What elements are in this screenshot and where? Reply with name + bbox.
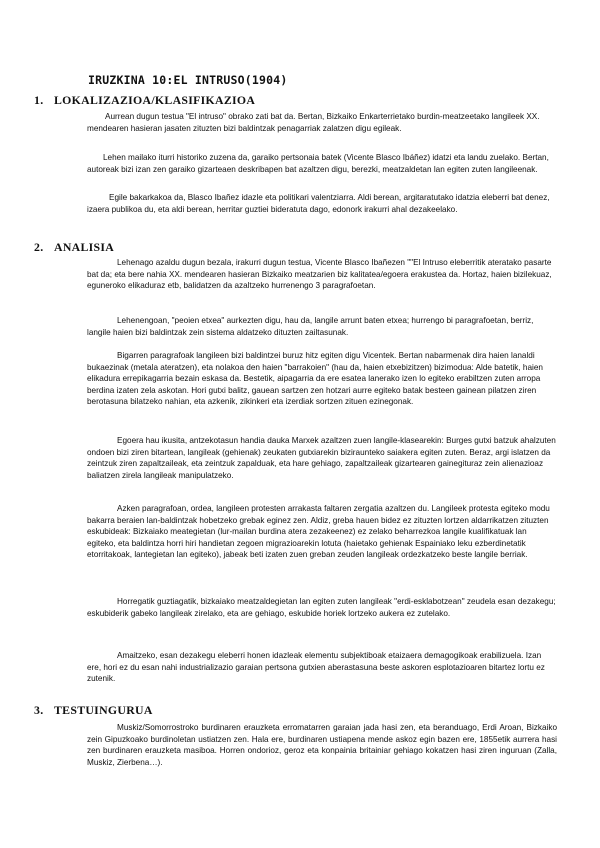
section-number: 2.: [34, 240, 44, 254]
paragraph: Lehen mailako iturri historiko zuzena da, garaiko pertsonaia batek (Vicente Blasco Ibáñez) idatzi eta landu zuelako. Bertan, autoreak bizi izan zen garaiko gizarteaen deskribapen bat azaltzen digu, berezki, meatzaldetan lan egiten zuten langileenak.: [87, 153, 549, 174]
paragraph: Muskiz/Somorrostroko burdinaren erauzketa erromatarren garaian jada hasi zen, eta beranduago, Erdi Aroan, Bizkaiko zein Gipuzkoako burdinoletan ustiatzen zen. Hala ere, burdinaren ustiapena mende askoz egin bazen ere, 1855etik aurrera hasi zen burdinaren erauzketa masiboa. Horren ondorioz, geroz eta konpainia britainiar gehiago kokatzen hasi ziren inguruan (Zalla, Muskiz, Zierbena…).: [87, 723, 557, 767]
paragraph: Azken paragrafoan, ordea, langileen protesten arrakasta faltaren zergatia azaltzen du. Langileek protesta egiteko modu bakarra beraien lan-baldintzak hobetzeko grebak eginez zen. Aldiz, greba hauen bidez ez zituzten lortzen aldarrikatzen zituzten eskubideak: Bizkaiako meategietan (lur-mailan burdina atera zezakeenez) ez zelako beharrezkoa langile kualifikatuak lan egiteko, eta baldintza horri hiri handietan zegoen migrazioarekin lotuta (haietako gehienak Espainiako leku ezberdinetatik etorritakoak, lantegietan lan egiteko), jabeak beti izaten zuen greban zeuden langileak ordezkatzeko beste langile berriak.: [87, 504, 550, 560]
section-heading-1: [34, 93, 255, 108]
paragraph: Bigarren paragrafoak langileen bizi baldintzei buruz hitz egiten digu Vicentek. Bertan nabarmenak dira haien lanaldi bukaezinak (metala ateratzen), eta nolakoa den haien "barrakoien" (hau da, haien etxebizitzen) bizimodua: Alde batetik, haien elikadura errepikagarria bezain eskasa da. Bestetik, aipagarria da ere esatea lanerako izen lo egiteko erabiltzen zuten arropa berdina izaten zela askotan. Hori gutxi balitz, gauean sartzen zen hotzari aurre egiteko batak besteen gainean pilatzen ziren berotasuna bilatzeko nahian, eta azkenik, zikinkeri eta izerdiak sortzen zituen ezinegonak.: [87, 351, 543, 407]
section-heading-2: [34, 240, 114, 255]
section-number: 3.: [34, 703, 44, 717]
paragraph: Amaitzeko, esan dezakegu eleberri honen idazleak elementu subjektiboak etaizaera demagogikoak erabilizuela. Izan ere, hori ez du esan nahi industrializazio garaian pertsona gutxien aberastasuna beste askoren esplotazioaren bitartez lortu ez zutenik.: [87, 651, 545, 684]
section-title: TESTUINGURUA: [54, 703, 153, 717]
document-title: IRUZKINA 10:EL INTRUSO(1904): [88, 73, 288, 87]
section-number: 1.: [34, 93, 44, 107]
section-title: ANALISIA: [54, 240, 115, 254]
paragraph: Horregatik guztiagatik, bizkaiako meatzaldegietan lan egiten zuten langileak "erdi-esklabotzean" zeudela esan dezakegu; eskubiderik gabeko langileak zirelako, eta are gehiago, eskubide horiek lortzeko aukera ez zutelako.: [87, 597, 556, 618]
paragraph: Egoera hau ikusita, antzekotasun handia dauka Marxek azaltzen zuen langile-klasearekin: Burges gutxi batzuk ahalzuten ondoen bizi ziren bitartean, langileak (gehienak) zeukaten gutxiarekin biziraunteko saiakera egiten zuten. Beraz, argi islatzen da zeintzuk ziren zapaltzaileak, eta zeintzuk zapalduak, eta hare gehiago, zapaltzaileak gizartearen gainegituraz zein alienazioaz baliatzen zirela langileak manipulatzeko.: [87, 436, 556, 480]
section-heading-3: [34, 703, 153, 718]
paragraph: Egile bakarkakoa da, Blasco Ibañez idazle eta politikari valentziarra. Aldi berean, argitaratutako idatzia eleberri bat denez, izaera publikoa du, eta aldi berean, herritar guztiei bideratuta dago, edonork irakurri ahal dezakeelako.: [87, 193, 550, 214]
section-title: LOKALIZAZIOA/KLASIFIKAZIOA: [54, 93, 256, 107]
paragraph: Lehenengoan, "peoien etxea" aurkezten digu, hau da, langile arrunt baten etxea; hurrengo bi paragrafoetan, berriz, langile haien bizi baldintzak zein sistema aldatzeko dituzten zailtasunak.: [87, 316, 534, 337]
paragraph: Lehenago azaldu dugun bezala, irakurri dugun testua, Vicente Blasco Ibañezen ""El Intruso eleberritik ateratako pasarte bat da; eta bere nahia XX. mendearen hasieran Bizkaiko meatzarien biz kalitatea/egoera erakustea da. Hortaz, haien bizilekuaz, eguneroko elikaduraz etb, balidatzen da azaltzeko hurrenengo 3 paragrafoetan.: [87, 258, 552, 291]
paragraph: Aurrean dugun testua "El intruso" obrako zati bat da. Bertan, Bizkaiko Enkarterrietako burdin-meatzeetako langileek XX. mendearen hasieran jasaten zituzten bizi baldintzak penagarriak zalatzen digu egileak.: [87, 112, 540, 133]
